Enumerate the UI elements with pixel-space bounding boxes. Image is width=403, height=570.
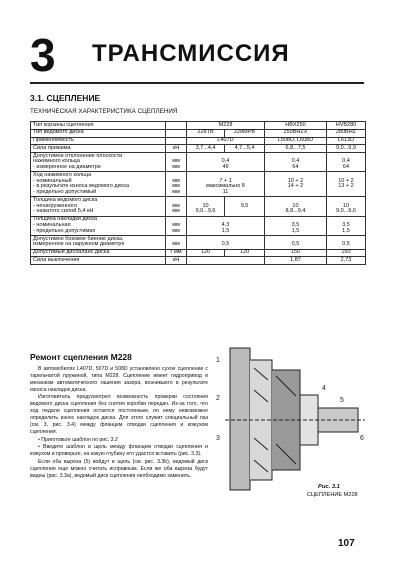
value-line: 3,5 bbox=[342, 221, 350, 228]
value-line: 11 bbox=[222, 189, 229, 196]
paragraph: • Введите шаблон в щель между фланцем отводки сцепления и кожухом и проверьте, на какую глубину его удастся вставить (рис. 3.3). bbox=[30, 444, 208, 458]
chapter-title: ТРАНСМИССИЯ bbox=[92, 40, 290, 67]
value-cell bbox=[225, 197, 265, 216]
param-cell bbox=[31, 236, 166, 250]
unit-cell: кН bbox=[166, 257, 187, 265]
figure-caption: СЦЕПЛЕНИЕ M228 bbox=[307, 492, 358, 498]
param-line: Допустимое отклонение плоскости bbox=[33, 152, 123, 159]
table-title: ТЕХНИЧЕСКАЯ ХАРАКТЕРИСТИКА СЦЕПЛЕНИЯ bbox=[30, 108, 178, 115]
param-line: - измеренное на диаметре bbox=[33, 164, 101, 171]
spec-table bbox=[30, 121, 366, 265]
value-cell bbox=[187, 197, 225, 216]
paragraph: Изготовитель предусмотрел возможность проверки состояния ведомого диска сцепления без снятия коробки передач. Из-за того, что ход педали сцепления остается постоянным, по нему невозможно определить износ накладок диска. Для этого служит специальный паз (см. 3, рис. 3.4) между фланцем отводки сцепления и кожухом сцепления. bbox=[30, 394, 208, 435]
table-row bbox=[31, 172, 366, 197]
param-line: Толщина ведомого диска bbox=[33, 196, 98, 203]
unit-cell: г мм bbox=[166, 249, 187, 257]
value-line: 14 + 2 bbox=[287, 183, 304, 190]
value-line: 1,5 bbox=[221, 227, 230, 234]
value-cell bbox=[187, 153, 265, 172]
value-line: 64 bbox=[342, 164, 350, 171]
unit-line: мм bbox=[172, 241, 180, 248]
value-cell: 120 bbox=[225, 249, 265, 257]
value-line: 0,4 bbox=[291, 158, 300, 165]
value-cell: 228MPB bbox=[225, 129, 265, 137]
paragraph: В автомобилях L407D, 507D и 508D установлено сухое сцепление с тарельчатой пружиной, типа M228. Сцепление имеет гидропривод и механизм автоматического гашения зазора, возникшего в результате износа накладок диска. bbox=[30, 366, 208, 393]
param-line: нажимного кольца bbox=[33, 158, 80, 165]
value-line: 0,4 bbox=[342, 158, 350, 165]
value-cell: M228 bbox=[187, 122, 265, 130]
value-line: 49 bbox=[222, 164, 229, 171]
param-cell bbox=[31, 216, 166, 235]
table-row bbox=[31, 129, 366, 137]
value-line: 0,4 bbox=[221, 158, 230, 165]
unit-cell bbox=[166, 122, 187, 130]
value-cell: 120 bbox=[187, 249, 225, 257]
param-cell bbox=[31, 172, 166, 197]
value-line: 10 + 2 bbox=[287, 177, 304, 184]
value-cell bbox=[326, 216, 365, 235]
value-cell bbox=[326, 172, 365, 197]
table-row bbox=[31, 216, 366, 235]
param-line: Допустимое боковое биение диска, bbox=[33, 235, 124, 242]
param-cell: Применяемость bbox=[31, 137, 166, 145]
unit-line: мм bbox=[172, 221, 180, 228]
table-row bbox=[31, 236, 366, 250]
value-cell bbox=[265, 197, 327, 216]
unit-cell bbox=[166, 172, 187, 197]
paragraph: Если оба выреза (5) войдут в щель (см. рис. 3.3b), ведомый диск сцепления еще можно считать исправным. Если же оба выреза будут видны (рис. 3.3a), ведомый диск сцепления необходимо заменить. bbox=[30, 459, 208, 479]
param-cell bbox=[31, 153, 166, 172]
value-cell: 228TB bbox=[187, 129, 225, 137]
value-cell bbox=[326, 153, 365, 172]
unit-line: мм bbox=[172, 164, 180, 171]
value-cell: 4,7...5,4 bbox=[225, 145, 265, 153]
svg-text:2: 2 bbox=[216, 395, 220, 402]
param-cell: Сила выключения bbox=[31, 257, 166, 265]
unit-cell bbox=[166, 129, 187, 137]
table-row bbox=[31, 122, 366, 130]
header-rule bbox=[30, 82, 364, 84]
svg-text:5: 5 bbox=[340, 397, 344, 404]
svg-text:4: 4 bbox=[322, 385, 326, 392]
value-cell: 150 bbox=[265, 249, 327, 257]
value-line: 4,3 bbox=[221, 221, 230, 228]
value-line: 0,5 bbox=[342, 241, 350, 248]
param-line: - предельно допустимый bbox=[33, 189, 97, 196]
unit-line: мм bbox=[172, 158, 180, 165]
unit-line: мм bbox=[172, 183, 180, 190]
unit-line: мм bbox=[172, 202, 180, 209]
svg-text:1: 1 bbox=[216, 357, 220, 364]
value-cell: 1,87 bbox=[265, 257, 327, 265]
param-cell: Тип корзины сцепления bbox=[31, 122, 166, 130]
unit-line: мм bbox=[172, 208, 180, 215]
value-cell bbox=[187, 257, 265, 265]
param-cell bbox=[31, 197, 166, 216]
value-line: 9,0...9,6 bbox=[336, 208, 356, 215]
value-cell: 150 bbox=[326, 249, 365, 257]
value-line: 10 bbox=[202, 202, 209, 209]
param-line: - номинальный bbox=[33, 177, 72, 184]
value-line: 0,5 bbox=[221, 241, 230, 248]
repair-title: Ремонт сцепления M228 bbox=[30, 352, 132, 362]
param-line: Толщина накладки диска bbox=[33, 216, 97, 223]
table-row bbox=[31, 153, 366, 172]
value-cell bbox=[187, 236, 265, 250]
value-cell: 3,7...4,4 bbox=[187, 145, 225, 153]
value-cell bbox=[326, 197, 365, 216]
value-line: 7 + 1 bbox=[219, 177, 232, 184]
unit-cell: кН bbox=[166, 145, 187, 153]
value-cell bbox=[187, 172, 265, 197]
value-line: 13 + 2 bbox=[338, 183, 354, 190]
value-cell bbox=[187, 216, 265, 235]
section-title: 3.1. СЦЕПЛЕНИЕ bbox=[30, 93, 101, 103]
value-line: 1,5 bbox=[291, 227, 300, 234]
table-row bbox=[31, 137, 366, 145]
unit-cell bbox=[166, 153, 187, 172]
value-cell: 9,0...9,9 bbox=[326, 145, 365, 153]
value-cell bbox=[265, 153, 327, 172]
param-cell: Тип ведомого диска bbox=[31, 129, 166, 137]
unit-line: мм bbox=[172, 177, 180, 184]
value-cell: L613D bbox=[326, 137, 365, 145]
value-cell: HVB280 bbox=[326, 122, 365, 130]
unit-cell bbox=[166, 197, 187, 216]
param-line: - номинальная bbox=[33, 221, 71, 228]
value-line: 3,5 bbox=[291, 221, 300, 228]
value-line: 0,5 bbox=[291, 241, 300, 248]
param-cell: Допустимый дисбаланс диска bbox=[31, 249, 166, 257]
table-row bbox=[31, 197, 366, 216]
table-row bbox=[31, 257, 366, 265]
page-number: 107 bbox=[338, 538, 355, 549]
value-line: 9,0...9,6 bbox=[195, 208, 216, 215]
svg-text:6: 6 bbox=[360, 435, 364, 442]
unit-cell bbox=[166, 216, 187, 235]
table-row bbox=[31, 145, 366, 153]
value-line: 64 bbox=[292, 164, 299, 171]
param-line: Ход нажимного кольца bbox=[33, 171, 92, 178]
param-cell: Сила прижима bbox=[31, 145, 166, 153]
paragraph: • Приготовьте шаблон по рис. 3.2 bbox=[38, 436, 118, 443]
value-cell bbox=[265, 236, 327, 250]
chapter-number: 3 bbox=[30, 29, 55, 81]
table-row bbox=[31, 249, 366, 257]
value-line: 10 bbox=[292, 202, 299, 209]
value-cell: 6,8...7,5 bbox=[265, 145, 327, 153]
value-cell bbox=[265, 216, 327, 235]
figure-number: Рис. 3.1 bbox=[318, 484, 340, 490]
unit-cell bbox=[166, 236, 187, 250]
value-cell: 250BHZX bbox=[265, 129, 327, 137]
value-cell: 280BHZ bbox=[326, 129, 365, 137]
value-cell bbox=[265, 172, 327, 197]
value-line: 10 bbox=[342, 202, 350, 209]
clutch-cross-section-figure bbox=[210, 340, 370, 500]
value-line: 1,5 bbox=[342, 227, 350, 234]
param-line: - нажатого силой 5,4 кН bbox=[33, 208, 94, 215]
unit-cell bbox=[166, 137, 187, 145]
value-line: 10 + 2 bbox=[338, 177, 354, 184]
value-cell bbox=[326, 236, 365, 250]
value-line: 9,5 bbox=[240, 202, 249, 209]
unit-line: мм bbox=[172, 227, 180, 234]
param-line: - предельно допустимая bbox=[33, 227, 96, 234]
value-cell: HBX250 bbox=[265, 122, 327, 130]
repair-body bbox=[30, 366, 208, 481]
param-line: измеренное на наружном диаметре bbox=[33, 241, 125, 248]
svg-text:3: 3 bbox=[216, 435, 220, 442]
param-line: - ненагруженного bbox=[33, 202, 78, 209]
param-line: - в результате износа ведомого диска bbox=[33, 183, 130, 190]
value-line: максимально 8 bbox=[206, 183, 245, 190]
value-cell: 2,73 bbox=[326, 257, 365, 265]
value-cell: L407D bbox=[187, 137, 265, 145]
value-cell: L508D, L608D bbox=[265, 137, 327, 145]
unit-line: мм bbox=[172, 189, 180, 196]
value-line: 8,8...9,4 bbox=[285, 208, 306, 215]
